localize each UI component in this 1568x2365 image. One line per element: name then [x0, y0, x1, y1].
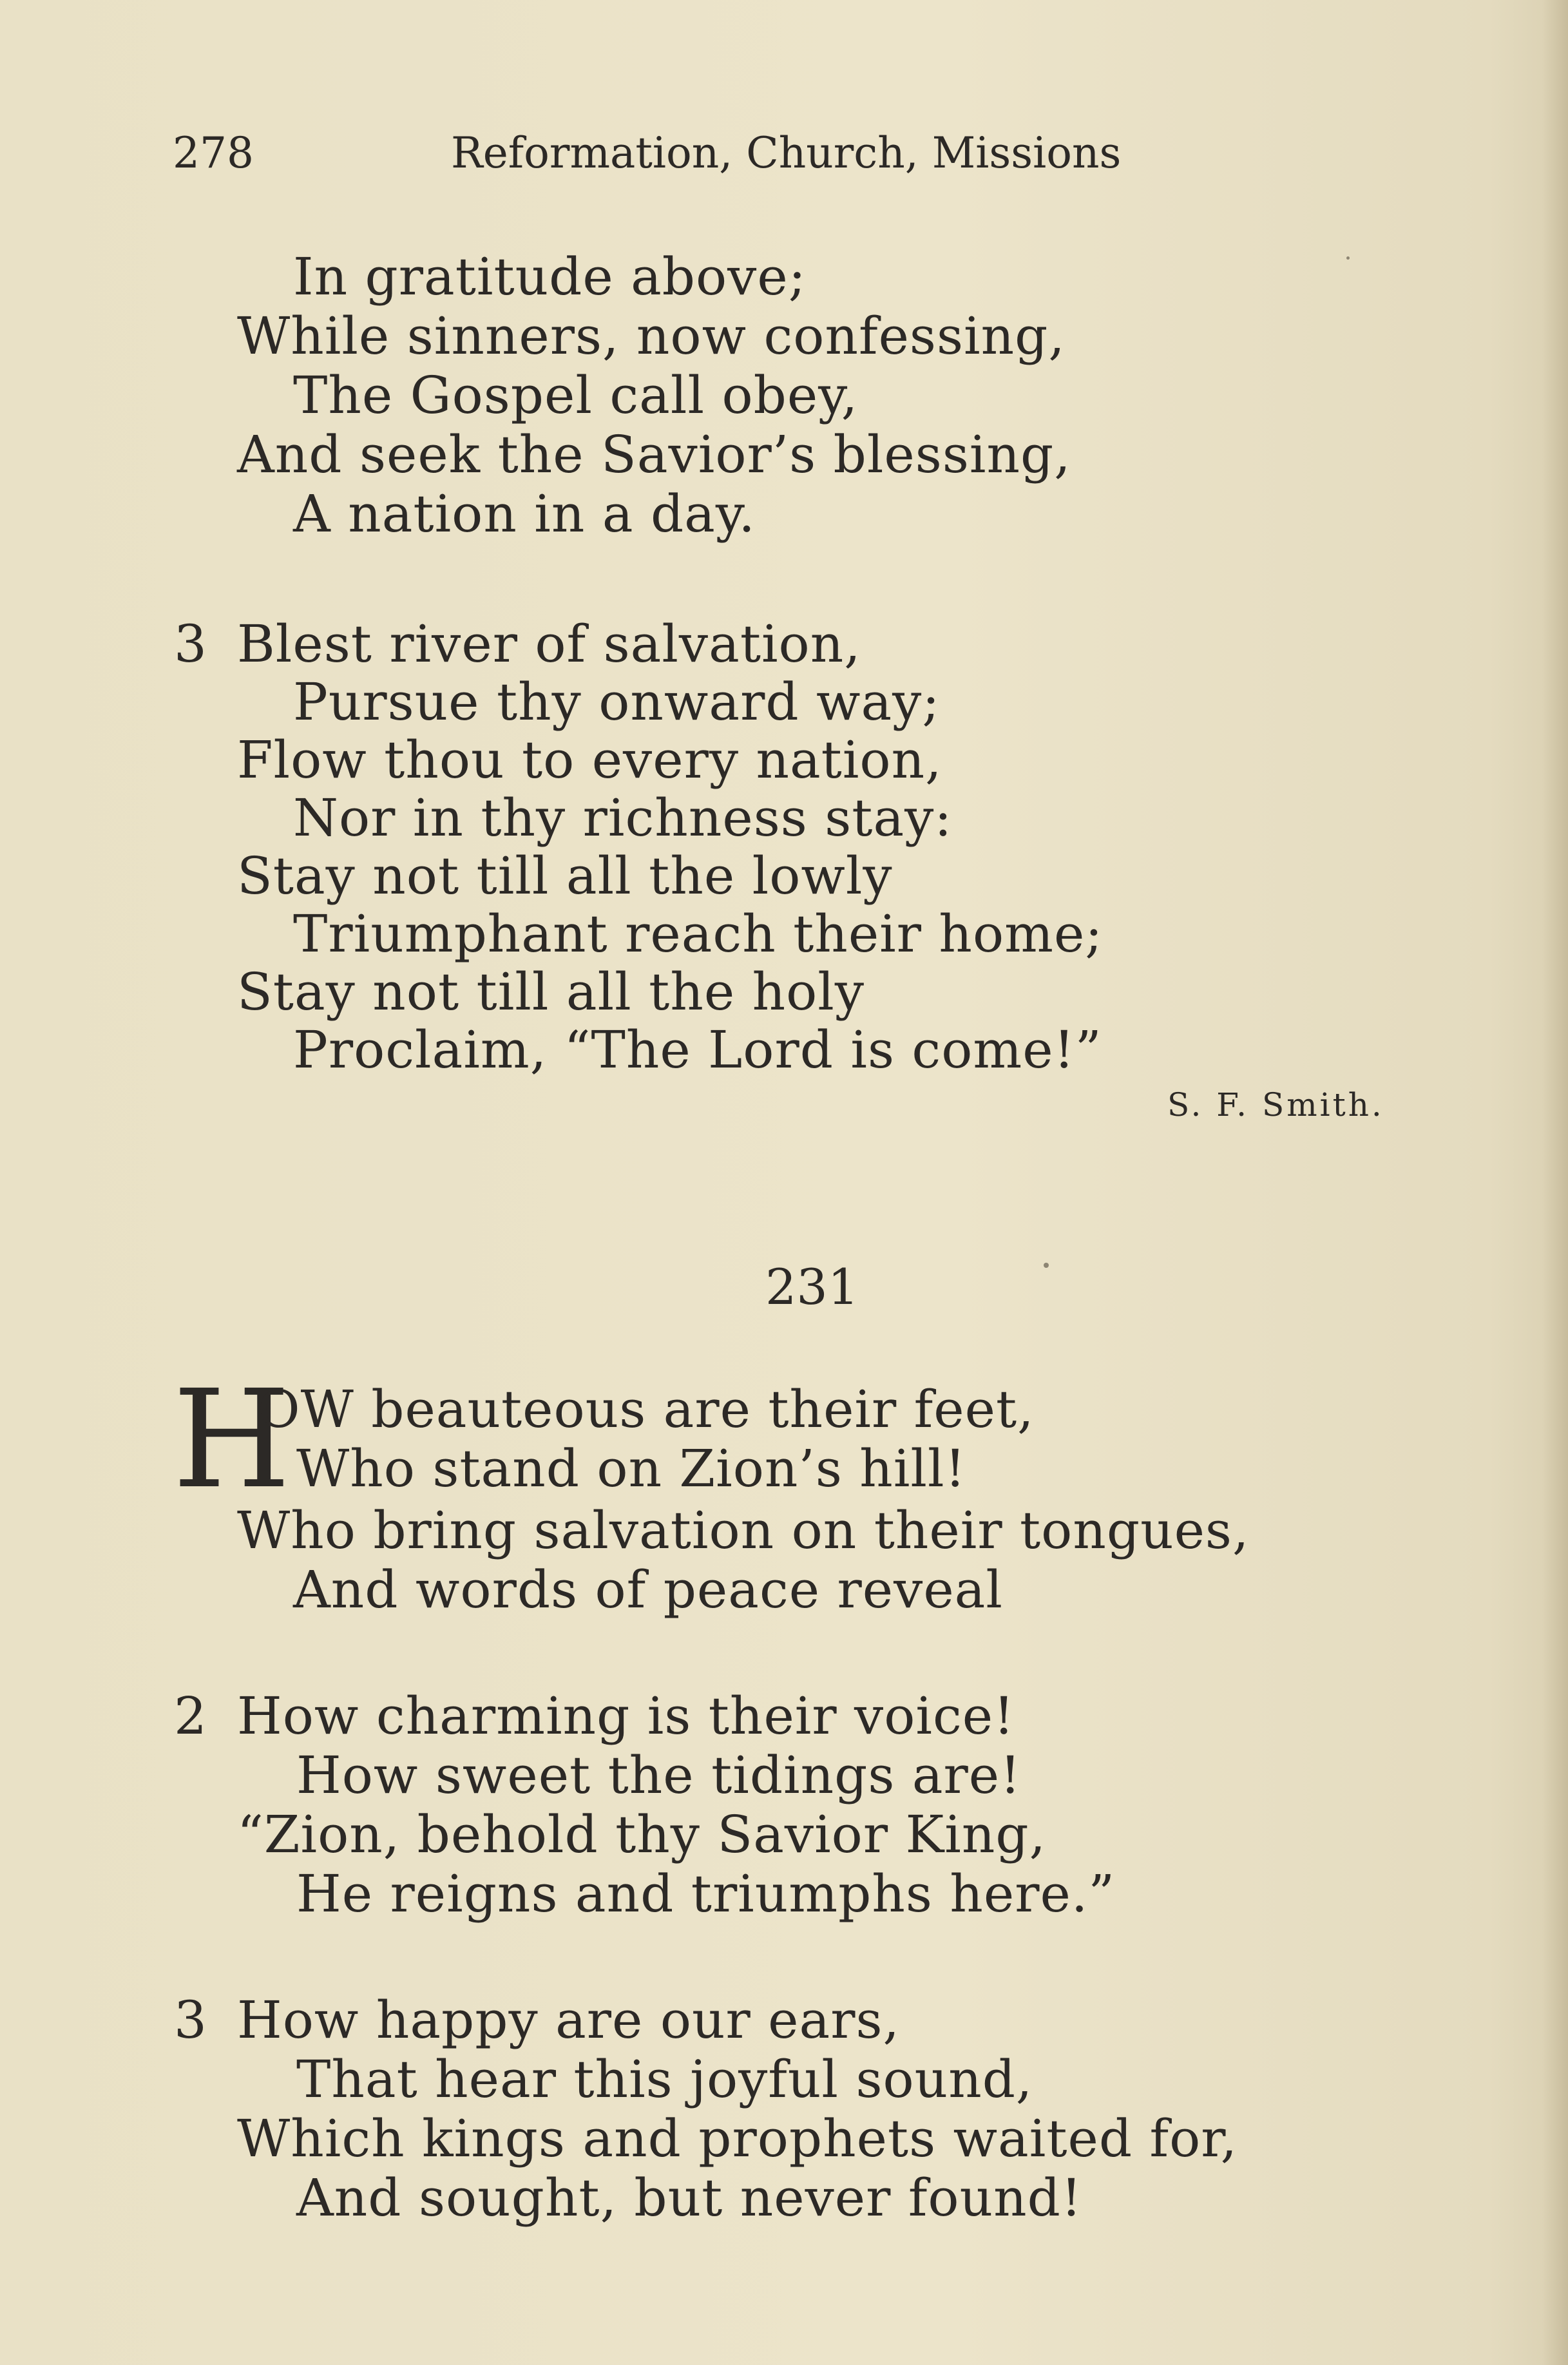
verse-number: 3	[174, 1990, 207, 2050]
verse-line: Who bring salvation on their tongues,	[237, 1500, 1250, 1560]
verse-line: The Gospel call obey,	[293, 365, 859, 425]
verse-line: He reigns and triumphs here.”	[296, 1864, 1116, 1924]
verse-line: And seek the Savior’s blessing,	[237, 425, 1071, 484]
verse-line: Proclaim, “The Lord is come!”	[293, 1020, 1102, 1080]
ink-speck	[1044, 1263, 1049, 1268]
verse-line: Flow thou to every nation,	[237, 730, 942, 790]
verse-line: How sweet the tidings are!	[296, 1745, 1022, 1805]
verse-line: Triumphant reach their home;	[293, 904, 1104, 964]
running-title: Reformation, Church, Missions	[451, 128, 1122, 178]
hymn-author: S. F. Smith.	[1167, 1086, 1384, 1124]
verse-number: 2	[174, 1686, 207, 1746]
ink-speck	[1346, 256, 1350, 260]
page-edge-shadow	[1542, 0, 1568, 2365]
verse-line: Which kings and prophets waited for,	[237, 2109, 1238, 2169]
hymn-number: 231	[765, 1258, 859, 1316]
verse-line: While sinners, now confessing,	[237, 306, 1066, 366]
verse-line: Nor in thy richness stay:	[293, 788, 953, 848]
verse-line: Pursue thy onward way;	[293, 672, 941, 732]
verse-line: “Zion, behold thy Savior King,	[237, 1805, 1047, 1864]
verse-line: How happy are our ears,	[237, 1990, 900, 2050]
page-number: 278	[173, 128, 254, 178]
verse-line: Stay not till all the lowly	[237, 846, 893, 906]
verse-line: And sought, but never found!	[296, 2168, 1082, 2228]
verse-line: Who stand on Zion’s hill!	[296, 1439, 966, 1498]
verse-line: In gratitude above;	[293, 247, 807, 307]
verse-line: OW beauteous are their feet,	[258, 1379, 1035, 1439]
verse-number: 3	[174, 614, 207, 674]
verse-line: That hear this joyful sound,	[296, 2049, 1033, 2109]
drop-cap: H	[173, 1361, 291, 1518]
verse-line: And words of peace reveal	[293, 1560, 1003, 1620]
verse-line: A nation in a day.	[293, 484, 756, 544]
verse-line: How charming is their voice!	[237, 1686, 1015, 1746]
verse-line: Stay not till all the holy	[237, 962, 865, 1022]
verse-line: Blest river of salvation,	[237, 614, 861, 674]
